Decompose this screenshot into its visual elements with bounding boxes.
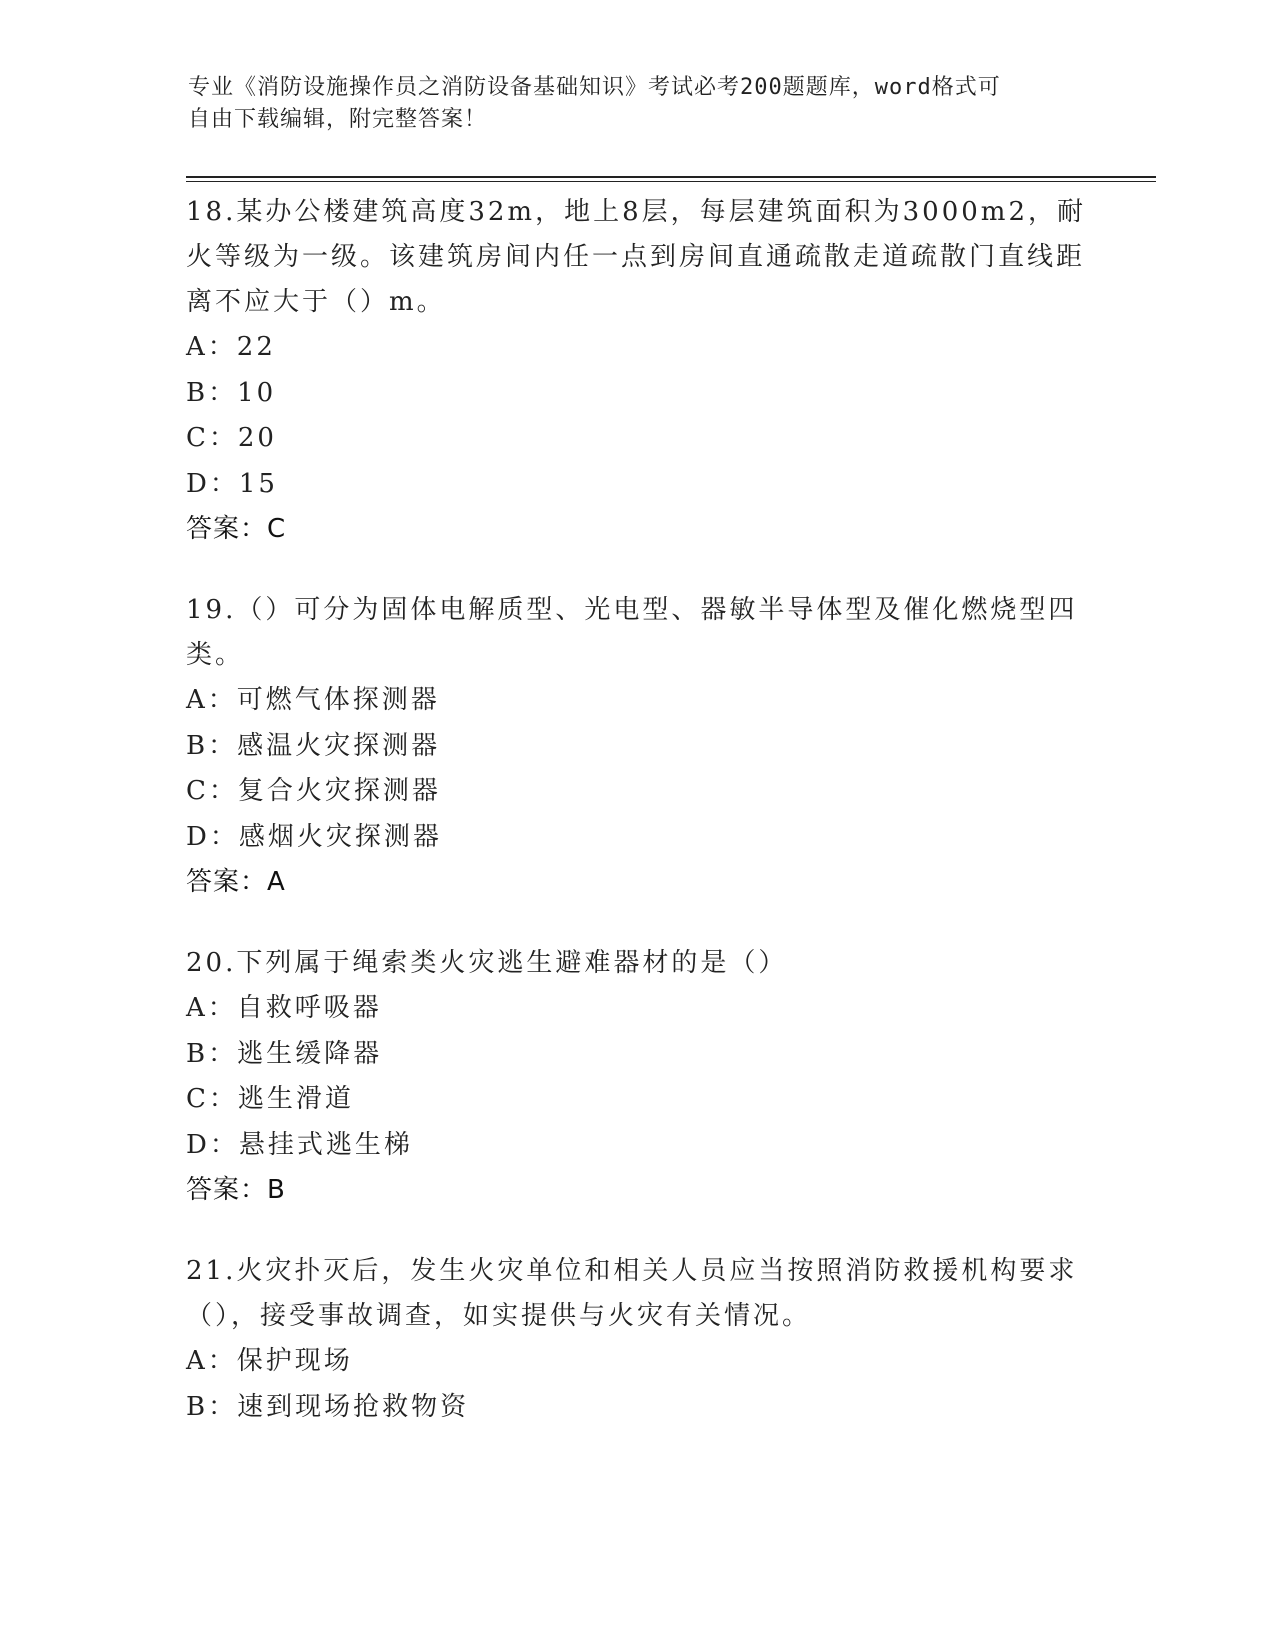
option-d: D：悬挂式逃生梯 xyxy=(186,1129,413,1160)
header-line-2: 自由下载编辑，附完整答案！ xyxy=(188,107,488,132)
option-c: C：20 xyxy=(186,423,277,453)
question-list xyxy=(186,190,1086,1466)
answer-label: 答案：B xyxy=(186,1175,286,1205)
option-c: C：逃生滑道 xyxy=(186,1084,354,1114)
option-b: B：速到现场抢救物资 xyxy=(186,1391,470,1422)
header-divider-thick xyxy=(186,176,1156,178)
option-b: B：10 xyxy=(186,377,277,408)
answer-label: 答案：A xyxy=(186,867,286,897)
header-divider-thin xyxy=(186,181,1156,182)
question-18 xyxy=(186,190,1086,552)
question-text: 19.（）可分为固体电解质型、光电型、器敏半导体型及催化燃烧型四类。 xyxy=(186,595,1078,670)
question-text: 21.火灾扑灭后，发生火灾单位和相关人员应当按照消防救援机构要求（），接受事故调查，如实提供与火灾有关情况。 xyxy=(186,1256,1078,1331)
option-b: B：逃生缓降器 xyxy=(186,1038,383,1069)
option-a: A：保护现场 xyxy=(186,1346,353,1376)
option-c: C：复合火灾探测器 xyxy=(186,776,441,806)
option-a: A：22 xyxy=(186,332,276,362)
option-d: D：感烟火灾探测器 xyxy=(186,821,442,852)
document-header xyxy=(188,72,1068,136)
question-text: 18.某办公楼建筑高度32m，地上8层，每层建筑面积为3000m2，耐火等级为一级。该建筑房间内任一点到房间直通疏散走道疏散门直线距离不应大于（）m。 xyxy=(186,197,1086,317)
question-19 xyxy=(186,588,1086,905)
option-b: B：感温火灾探测器 xyxy=(186,730,441,761)
question-20 xyxy=(186,941,1086,1213)
option-a: A：自救呼吸器 xyxy=(186,993,382,1023)
question-21 xyxy=(186,1249,1086,1430)
answer-label: 答案：C xyxy=(186,514,287,544)
option-a: A：可燃气体探测器 xyxy=(186,685,440,715)
header-line-1: 专业《消防设施操作员之消防设备基础知识》考试必考200题题库，word格式可 xyxy=(188,75,1001,100)
question-text: 20.下列属于绳索类火灾逃生避难器材的是（） xyxy=(186,948,788,978)
option-d: D：15 xyxy=(186,468,278,499)
